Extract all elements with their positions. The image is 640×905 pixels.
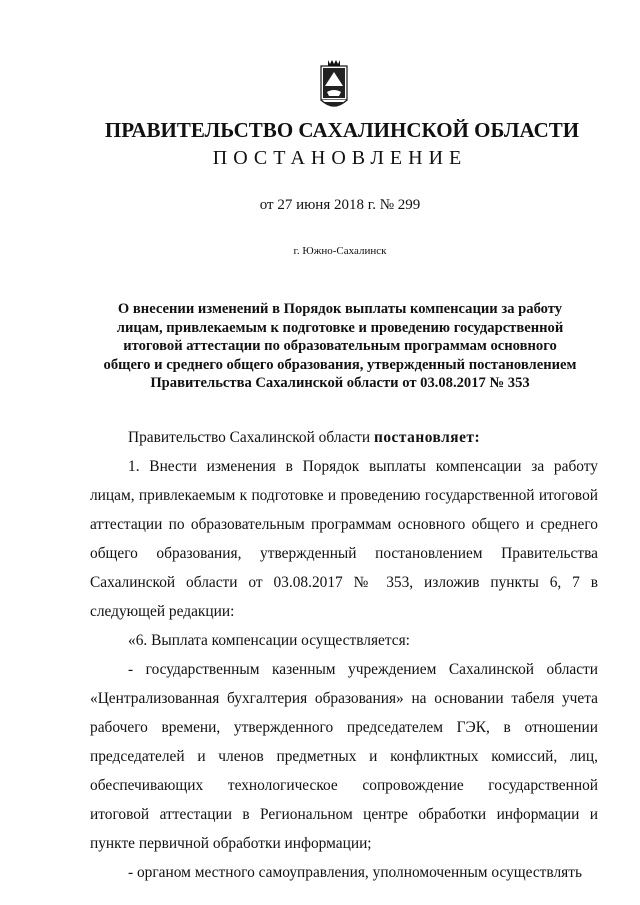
lead-text: Правительство Сахалинской области [128,429,374,446]
decree-date-number: от 27 июня 2018 г. № 299 [259,197,421,213]
city-name: г. Южно-Сахалинск [293,245,387,257]
government-title: ПРАВИТЕЛЬСТВО САХАЛИНСКОЙ ОБЛАСТИ [104,118,580,142]
decree-title: О внесении изменений в Порядок выплаты компенсации за работу лицам, привлекаемым к подготовке и проведению государственной итоговой аттестации по образовательным программам основного общего и среднего общего образования, утвержденный постановлением Правительства Сахалинской области от 03.08.2017 № 353 [103,301,577,392]
paragraph-point-6: «6. Выплата компенсации осуществляется: [128,632,410,649]
paragraph-item-1: 1. Внести изменения в Порядок выплаты компенсации за работу лицам, привлекаемым к подготовке и проведению государственной итоговой аттестации по образовательным программам основного общего и среднего общего образования, утвержденный постановлением Правительства Сахалинской области от 03.08.2017 № 353, изложив пункты 6, 7 в следующей редакции: [90,458,598,620]
paragraph-subitem-2: - органом местного самоуправления, уполномоченным осуществлять [128,864,582,881]
coat-of-arms-icon [317,58,351,112]
document-type: ПОСТАНОВЛЕНИЕ [212,147,468,169]
paragraph-subitem-1: - государственным казенным учреждением Сахалинской области «Централизованная бухгалтерия образования» на основании табеля учета рабочего времени, утвержденного председателем ГЭК, в отношении председателей и членов предметных и конфликтных комиссий, лиц, обеспечивающих технологическое сопровождение государственной итоговой аттестации в Региональном центре обработки информации и пункте первичной обработки информации; [90,661,598,852]
lead-verb: постановляет: [373,429,481,446]
lead-paragraph [90,423,598,452]
decree-body [90,423,598,887]
